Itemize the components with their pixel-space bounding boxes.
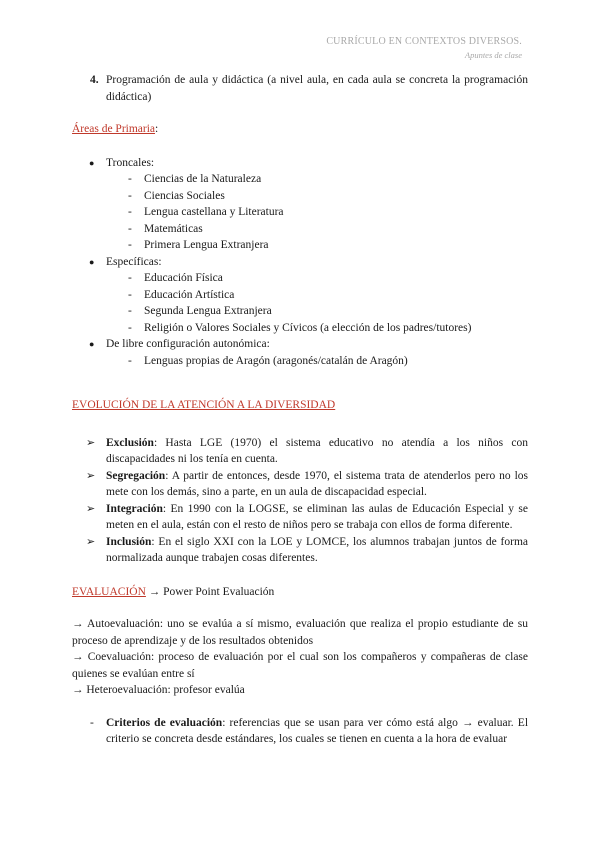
- areas-heading-colon: :: [155, 123, 159, 135]
- evaluacion-line: → Coevaluación: proceso de evaluación por el cual son los compañeros y compañeras de clase quienes se evalúan entre sí: [72, 651, 528, 680]
- list-item: [72, 303, 528, 320]
- list-item: [72, 501, 528, 534]
- dash-icon: -: [90, 716, 94, 729]
- group-label: Troncales:: [106, 156, 155, 169]
- dash-icon: -: [128, 189, 132, 202]
- page-header: [326, 36, 522, 60]
- dash-icon: -: [128, 173, 132, 185]
- list-item: [72, 171, 528, 188]
- areas-heading: [72, 121, 528, 138]
- list-item: [72, 270, 528, 287]
- list-item: [72, 435, 528, 468]
- evaluacion-line: → Autoevaluación: uno se evalúa a sí mismo, evaluación que realiza el propio estudiante de su proceso de aprendizaje y de los resultados obtenidos: [72, 618, 528, 647]
- dash-icon: -: [128, 206, 132, 218]
- evolucion-heading-text: EVOLUCIÓN DE LA ATENCIÓN A LA DIVERSIDAD: [72, 399, 336, 411]
- arrowhead-icon: ➢: [86, 502, 96, 515]
- subitem-text: Segunda Lengua Extranjera: [144, 305, 272, 317]
- arrowhead-icon: ➢: [86, 469, 96, 482]
- term-text: : En el siglo XXI con la LOE y LOMCE, los alumnos trabajan juntos de forma normalizada aunque trabajen cosas diferentes.: [106, 535, 528, 564]
- term-text: : En 1990 con la LOGSE, se eliminan las aulas de Educación Especial y se meten en el aula, están con el resto de niños pero se trabaja con ellos de forma diferente.: [106, 502, 528, 531]
- dash-icon: -: [128, 321, 132, 334]
- subitem-text: Matemáticas: [144, 222, 203, 235]
- list-item: [72, 468, 528, 501]
- subitem-text: Religión o Valores Sociales y Cívicos (a elección de los padres/tutores): [144, 321, 472, 334]
- dash-icon: -: [128, 305, 132, 317]
- subitem-text: Educación Artística: [144, 288, 235, 301]
- list-item: [72, 237, 528, 254]
- arrowhead-icon: ➢: [86, 436, 96, 449]
- list-item: [72, 320, 528, 337]
- list-item: [72, 155, 528, 172]
- term: Exclusión: [106, 436, 154, 449]
- subitem-text: Ciencias de la Naturaleza: [144, 173, 262, 185]
- areas-heading-text: Áreas de Primaria: [72, 123, 156, 135]
- dash-icon: -: [128, 272, 132, 284]
- term-text: : referencias que se usan para ver cómo está algo → evaluar. El criterio se concreta desde estándares, los cuales se tienen en cuenta a la hora de evaluar: [106, 716, 529, 745]
- list-item: [72, 353, 528, 370]
- item-text: Programación de aula y didáctica (a nivel aula, en cada aula se concreta la programación didáctica): [106, 74, 528, 103]
- evolucion-list: [72, 435, 528, 567]
- subitem-text: Lengua castellana y Literatura: [144, 206, 284, 218]
- subitem-text: Ciencias Sociales: [144, 189, 225, 202]
- subitem-text: Primera Lengua Extranjera: [144, 239, 269, 251]
- dash-icon: -: [128, 288, 132, 301]
- document-body: [72, 72, 528, 748]
- list-item: [72, 534, 528, 567]
- evaluacion-heading: [72, 584, 528, 601]
- group-label: De libre configuración autonómica:: [106, 338, 270, 350]
- dash-icon: -: [128, 222, 132, 235]
- numbered-item-4: [72, 72, 528, 105]
- list-item: [72, 188, 528, 205]
- subitem-text: Educación Física: [144, 272, 223, 284]
- list-item: [72, 221, 528, 238]
- evaluacion-heading-rest: → Power Point Evaluación: [145, 585, 275, 598]
- evolucion-heading: [72, 397, 528, 414]
- term-text: : Hasta LGE (1970) el sistema educativo no atendía a los niños con discapacidades ni los tenía en cuenta.: [106, 436, 528, 465]
- criterios-item: [72, 715, 528, 748]
- term: Segregación: [106, 469, 166, 482]
- subitem-text: Lenguas propias de Aragón (aragonés/catalán de Aragón): [144, 354, 408, 367]
- item-number: 4.: [90, 74, 99, 86]
- list-item: [72, 336, 528, 353]
- list-item: [72, 204, 528, 221]
- term: Integración: [106, 502, 163, 515]
- header-title: CURRÍCULO EN CONTEXTOS DIVERSOS.: [326, 36, 522, 47]
- dash-icon: -: [128, 239, 132, 251]
- bullet-icon: ●: [89, 157, 95, 168]
- group-label: Específicas:: [106, 255, 162, 268]
- bullet-icon: ●: [89, 339, 95, 349]
- term: Criterios de evaluación: [106, 716, 223, 729]
- list-item: [72, 254, 528, 271]
- term: Inclusión: [106, 535, 152, 548]
- areas-list: [72, 155, 528, 370]
- arrowhead-icon: ➢: [86, 535, 96, 548]
- evaluacion-line: → Heteroevaluación: profesor evalúa: [72, 684, 245, 696]
- evaluacion-lines: [72, 616, 528, 699]
- header-subtitle: Apuntes de clase: [464, 50, 522, 60]
- dash-icon: -: [128, 354, 132, 367]
- term-text: : A partir de entonces, desde 1970, el sistema trata de atenderlos pero no los mete con los demás, sino a parte, en un aula de discapacidad especial.: [106, 469, 528, 498]
- list-item: [72, 287, 528, 304]
- bullet-icon: ●: [89, 256, 95, 267]
- evaluacion-heading-text: EVALUACIÓN: [72, 585, 146, 598]
